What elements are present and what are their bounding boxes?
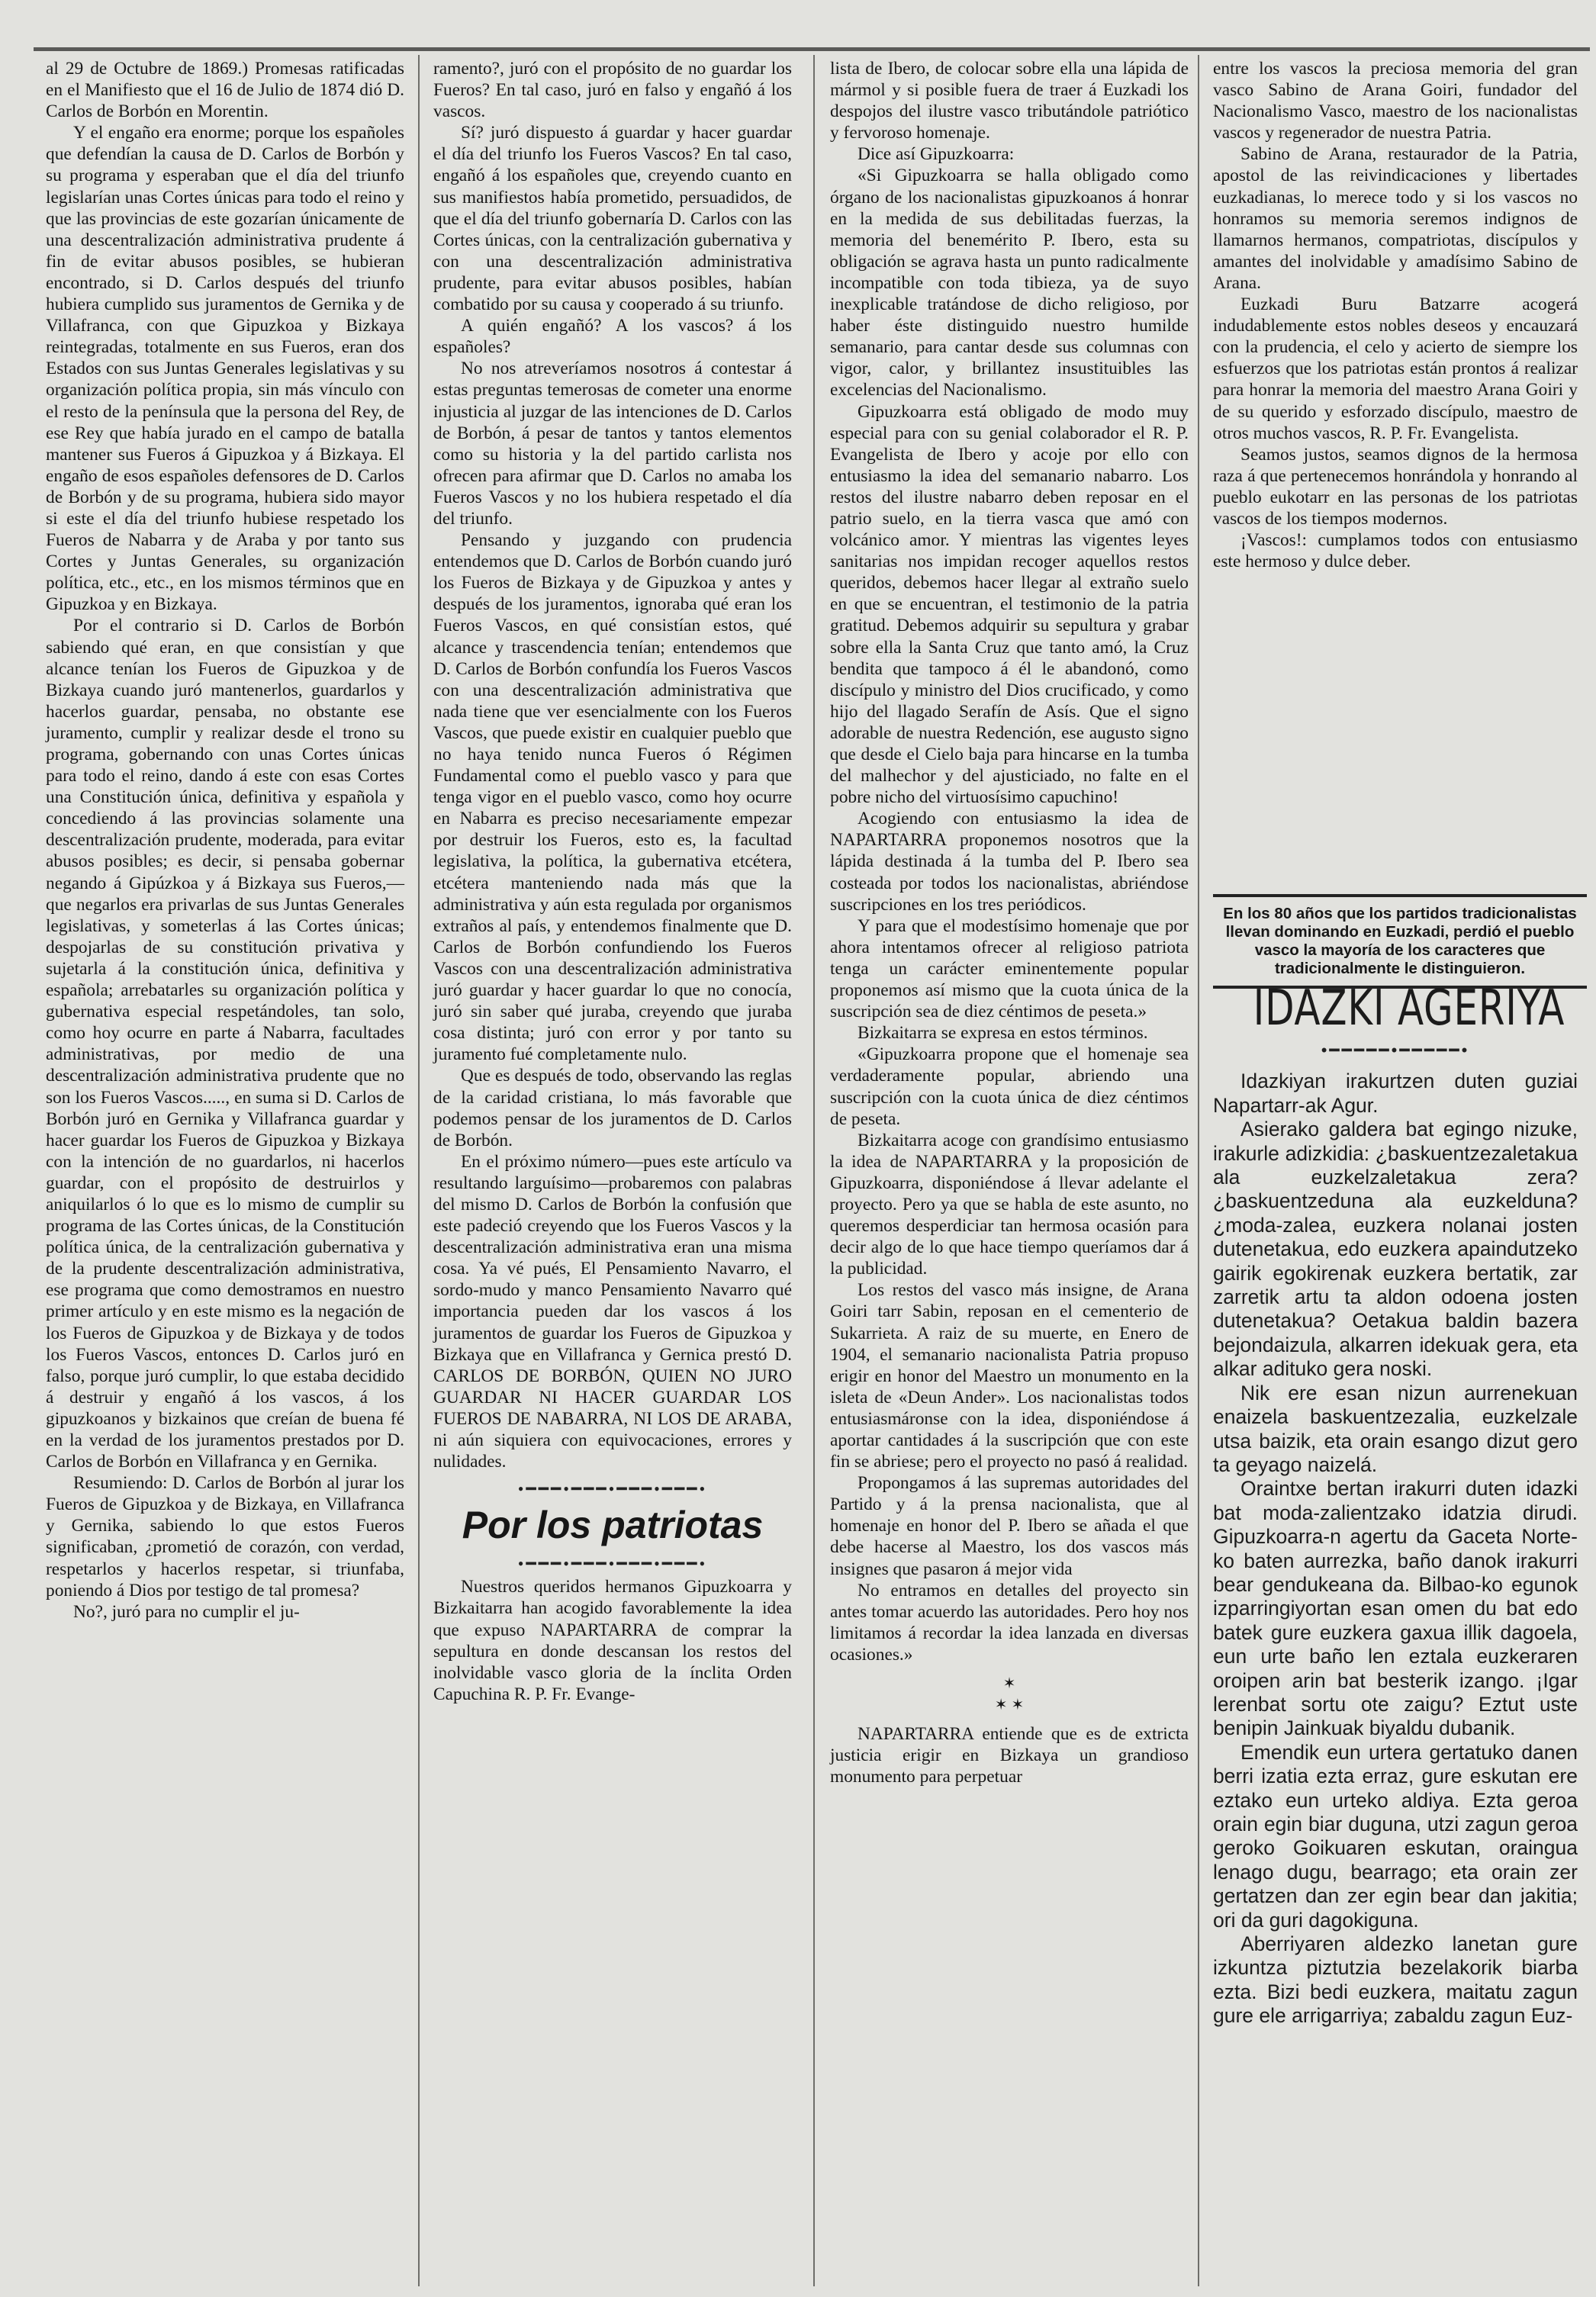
paragraph: Idazkiyan irakurtzen duten guziai Napartarr-ak Agur. [1213, 1070, 1578, 1117]
column-divider [418, 55, 420, 2286]
paragraph: al 29 de Octubre de 1869.) Promesas ratificadas en el Manifiesto que el 16 de Julio de 1874 dió D. Carlos de Borbón en Morentin. [46, 59, 404, 122]
paragraph: ¡Vascos!: cumplamos todos con entusiasmo este hermoso y dulce deber. [1213, 530, 1578, 572]
paragraph: Sí? juró dispuesto á guardar y hacer guardar el día del triunfo los Fueros Vascos? En tal caso, engañó á los españoles que, creyendo cuanto en sus manifiestos había prometido, persuadidos, de que el día del triunfo gobernaría D. Carlos con las Cortes únicas, con la centralización gubernativa y con una descentralización administrativa prudente, para evitar abusos posibles, habían combatido por su causa y cooperado á su triunfo. [433, 123, 792, 315]
paragraph: Euzkadi Buru Batzarre acogerá indudablemente estos nobles deseos y encauzará con la prudencia, el celo y acierto de siempre los esfuerzos que los patriotas están prontos á realizar para honrar la memoria del maestro Arana Goiri y de su querido y esforzado discípulo, maestro de otros muchos vascos, R. P. Fr. Evangelista. [1213, 294, 1578, 443]
paragraph: «Gipuzkoarra propone que el homenaje sea verdaderamente popular, abriendo una suscripción con la cuota única de diez céntimos de peseta. [830, 1044, 1189, 1129]
idazki-section [1213, 980, 1578, 2028]
paragraph: Propongamos á las supremas autoridades del Partido y á la prensa nacionalista, que al homenaje en honor del P. Ibero se añada el que debe hacerse al Maestro, los dos vascos más insignes que pasaron á mejor vida [830, 1473, 1189, 1579]
column-divider [1198, 55, 1199, 2286]
paragraph: Nuestros queridos hermanos Gipuzkoarra y Bizkaitarra han acogido favorablemente la idea que expuso NAPARTARRA de comprar la sepultura en donde descansan los restos del inolvidable vasco gloria de la ínclita Orden Capuchina R. P. Fr. Evange- [433, 1577, 792, 1704]
paragraph: Dice así Gipuzkoarra: [858, 144, 1015, 165]
paragraph: Bizkaitarra se expresa en estos términos. [858, 1023, 1148, 1044]
paragraph: ramento?, juró con el propósito de no guardar los Fueros? En tal caso, juró en falso y engañó á los vascos. [433, 59, 792, 122]
ornament-divider: •━━━━━•━━━━━• [1321, 1041, 1470, 1060]
paragraph: En el próximo número—pues este artículo va resultando larguísimo—probaremos con palabras del mismo D. Carlos de Borbón la confusión que este padeció creyendo que los Fueros Vascos y la descentralización administrativa eran una misma cosa. Ya vé pués, El Pensamiento Navarro, el sordo-mudo y manco Pensamiento Navarro qué importancia pueden dar los vascos á los juramentos de guardar los Fueros de Gipuzkoa y Bizkaya que en Villafranca y Gernica prestó D. CARLOS DE BORBÓN, QUIEN NO JURO GUARDAR NI HACER GUARDAR LOS FUEROS DE NABARRA, NI LOS DE ARABA, ni aún siquiera con equivocaciones, errores y nulidades. [433, 1151, 792, 1472]
paragraph: No nos atreveríamos nosotros á contestar á estas preguntas temerosas de cometer una enorme injusticia al juzgar de las intenciones de D. Carlos de Borbón, á pesar de tantos y tantos elementos como su historia y la del partido carlista nos ofrecen para afirmar que D. Carlos no amaba los Fueros Vascos y no los hubiera respetado el día del triunfo. [433, 359, 792, 529]
column-1 [46, 58, 404, 1623]
asterism-ornament: ✶ ✶ ✶ [994, 1675, 1025, 1714]
paragraph: Acogiendo con entusiasmo la idea de NAPARTARRA proponemos nosotros que la lápida destinada á la tumba del P. Ibero sea costeada por todos los nacionalistas, abriéndose suscripciones en los tres periódicos. [830, 809, 1189, 915]
paragraph: Sabino de Arana, restaurador de la Patria, apostol de las reivindicaciones y libertades euzkadianas, lo merece todo y si los vascos no honramos su memoria seremos indignos de llamarnos hermanos, compatriotas, discípulos y amantes del inolvidable y amadísimo Sabino de Arana. [1213, 144, 1578, 293]
paragraph: Pensando y juzgando con prudencia entendemos que D. Carlos de Borbón cuando juró los Fueros de Bizkaya y de Gipuzkoa y antes y después de los juramentos, ignoraba qué eran los Fueros Vascos, en qué consistían estos, qué alcance y trascendencia tenían; entendemos que D. Carlos de Borbón confundía los Fueros Vascos con una descentralización administrativa que nada tiene que ver esencialmente con los Fueros Vascos, que puede existir en cualquier pueblo que no haya tenido nunca Fueros ó Régimen Fundamental como el pueblo vasco y para que tenga vigor en el pueblo vasco, como hoy ocurre en Nabarra es preciso necesariamente empezar por destruir los Fueros, esto es, la facultad legislativa, la política, la gubernativa etcétera, etcétera manteniendo nada más que la administrativa y aún esta regulada por organismos extraños al país, y entendemos finalmente que D. Carlos de Borbón confundiendo los Fueros Vascos con una descentralización administrativa juró guardar y hacer guardar lo que no conocía, juró sin saber qué juraba, creyendo que juraba cosa distinta; juró con error y por tanto su juramento fué completamente nulo. [433, 530, 792, 1065]
column-3 [830, 58, 1189, 1788]
paragraph: Resumiendo: D. Carlos de Borbón al jurar los Fueros de Gipuzkoa y de Bizkaya, en Villafranca y Gernika, sabiendo lo que estos Fueros significaban, ¿prometió de corazón, con verdad, respetarlos y hacerlos respetar, si triunfaba, poniendo á Dios por testigo de tal promesa? [46, 1473, 404, 1601]
ornament-divider: •━━━•━━━•━━━•━━━• [517, 1554, 708, 1574]
column-4 [1213, 58, 1578, 870]
notice-box: En los 80 años que los partidos tradicionalistas llevan dominando en Euzkadi, perdió el pueblo vasco la mayoría de los caracteres que tradicionalmente le distinguieron. [1213, 894, 1587, 989]
paragraph: NAPARTARRA entiende que es de extricta justicia erigir en Bizkaya un grandioso monumento para perpetuar [830, 1724, 1189, 1787]
paragraph: Bizkaitarra acoge con grandísimo entusiasmo la idea de NAPARTARRA y la proposición de Gipuzkoarra, disponiéndose á llevar adelante el proyecto. Pero ya que se habla de este asunto, no queremos desperdiciar tan hermosa ocasión para decir algo de lo que hace tiempo queríamos dar á la publicidad. [830, 1130, 1189, 1279]
section-title: IDAZKI AGERIYA [1253, 980, 1565, 1037]
paragraph: Nik ere esan nizun aurrenekuan enaizela baskuentzezalia, euzkelzale utsa baizik, eta orain esango dizut gero ta geyago naizelá. [1213, 1381, 1578, 1476]
paragraph: Aberriyaren aldezko lanetan gure izkuntza piztutzia bezelakorik biarba ezta. Bizi bedi euzkera, maitatu zagun gure ele arrigarriya; zabaldu zagun Euz- [1213, 1932, 1578, 2028]
paragraph: Seamos justos, seamos dignos de la hermosa raza á que pertenecemos honrándola y honrando al pueblo eukotarr en las personas de los patriotas vascos de los tiempos modernos. [1213, 444, 1578, 529]
column-divider [813, 55, 815, 2286]
paragraph: Y el engaño era enorme; porque los españoles que defendían la causa de D. Carlos de Borbón y su programa y esperaban que el día del triunfo legislarían unas Cortes únicas para todo el reino y que las provincias de este gozarían únicamente de una descentralización administrativa prudente á fin de evitar abusos posibles, se hubieran encontrado, si D. Carlos después del triunfo hubiera cumplido sus juramentos de Gernika y de Villafranca, con que Gipuzkoa y Bizkaya reintegradas, totalmente en sus Fueros, eran dos Estados con sus Juntas Generales legislativas y su organización política propia, sin más vínculo con el resto de la península que la persona del Rey, de ese Rey que había jurado en el campo de batalla mantener sus Fueros á Gipuzkoa y á Bizkaya. El engaño de esos españoles defensores de D. Carlos de Borbón y de su programa, hubiera sido mayor si este el día del triunfo hubiese respetado los Fueros de Nabarra y de Araba y por tanto sus Cortes y Juntas Generales, su organización política, etc., etc., en los mismos términos que en Gipuzkoa y en Bizkaya. [46, 123, 404, 615]
paragraph: Que es después de todo, observando las reglas de la caridad cristiana, lo más favorable que podemos pensar de los juramentos de D. Carlos de Borbón. [433, 1066, 792, 1150]
paragraph: Y para que el modestísimo homenaje que por ahora intentamos ofrecer al religioso patriota tenga un carácter eminentemente popular proponemos así mismo que la cuota única de la suscripción sea de diez céntimos de peseta.» [830, 915, 1189, 1022]
paragraph: Por el contrario si D. Carlos de Borbón sabiendo qué eran, en que consistían y que alcance tenían los Fueros de Gipuzkoa y de Bizkaya cuando juró mantenerlos, guardarlos y hacerlos guardar, pensaba, no obstante ese juramento, cumplir y realizar desde el trono su programa, gobernando con unas Cortes únicas para todo el reino, dando á este con esas Cortes una Constitución única, definitiva y española y concediendo á las provincias solamente una descentralización prudente, moderada, para evitar abusos posibles; es decir, si pensaba gobernar negando á Gipúzkoa y á Bizkaya sus Fueros,—que negarlos era privarlas de sus Juntas Generales legislativas, y someterlas á las Cortes únicas; despojarlas de su constitución privativa y sujetarla á la constitución única, definitiva y española; arrebatarles su organización política y gubernativa especial respetándoles, tan solo, como hoy ocurre en parte á Nabarra, facultades administrativas, por medio de una descentralización administrativa prudente que no son los Fueros Vascos....., en suma si D. Carlos de Borbón juró en Gernika y Villafranca guardar y hacer guardar los Fueros de Gipuzkoa y Bizkaya con la intención de no guardarlos, ni hacerlos guardar, con el propósito de destruirlos y aniquilarlos ó lo que es lo mismo de cumplir su programa de las Cortes únicas, de la Constitución política única, de la centralización gubernativa y de la prudente descentralización administrativa, ese programa que como demostramos en nuestro primer artículo y en este mismo es la negación de los Fueros de Gipuzkoa y de Bizkaya y de todos los Fueros Vascos, entonces D. Carlos juró en falso, porque juró cumplir, lo que estaba decidido á destruir y engañó á los vascos, á los gipuzkoanos y bizkainos que creían de buena fé en la verdad de los juramentos prestados por D. Carlos de Borbón en Villafranca y en Gernika. [46, 616, 404, 1472]
ornament-divider: •━━━•━━━•━━━•━━━• [517, 1479, 708, 1499]
paragraph: Gipuzkoarra está obligado de modo muy especial para con su genial colaborador el R. P. Evangelista de Ibero y acoje por ello con entusiasmo la idea del semanario nabarro. Los restos del ilustre nabarro deben reposar en el patrio suelo, en la tierra vasca que amó con volcánico amor. Y mientras las vigentes leyes sanitarias nos impidan recoger aquellos restos queridos, debemos hacer llegar al extraño suelo en que se encuentran, el testimonio de la patria gratitud. Debemos adquirir su sepultura y grabar sobre ella la Santa Cruz que tanto amó, la Cruz bendita que tampoco á él le abandonó, como discípulo y ministro del Dios crucificado, y como hijo del llagado Serafín de Asís. Que el signo adorable de nuestra Redención, ese augusto signo que desde el Cielo baja para hincarse en la tumba del malhechor y del ajusticiado, no falte en el pobre nicho del virtuosísimo capuchino! [830, 401, 1189, 808]
paragraph: entre los vascos la preciosa memoria del gran vasco Sabino de Arana Goiri, fundador del Nacionalismo Vasco, maestro de los nacionalistas vascos y regenerador de nuestra Patria. [1213, 59, 1578, 143]
paragraph: No entramos en detalles del proyecto sin antes tomar acuerdo las autoridades. Pero hoy nos limitamos á recordar la idea lanzada en diversas ocasiones.» [830, 1580, 1189, 1665]
paragraph: Emendik eun urtera gertatuko danen berri izatia ezta erraz, gure eskutan ere eztako eun urteko aldiya. Ezta geroa orain egin biar duguna, utzi zagun geroa geroko Goikuaren eskutan, oraingua lenago dugu, bearrago; eta orain zer gertatzen dan zer egin bear dan jakitia; ori da guri dagokiguna. [1213, 1740, 1578, 1932]
column-2 [433, 58, 792, 1705]
section-title: Por los patriotas [462, 1504, 764, 1547]
paragraph: No?, juró para no cumplir el ju- [73, 1601, 300, 1622]
paragraph: A quién engañó? A los vascos? á los españoles? [433, 316, 792, 358]
paragraph: lista de Ibero, de colocar sobre ella una lápida de mármol y si posible fuera de traer á Euzkadi los despojos del ilustre vasco tributándole patriótico y fervoroso homenaje. [830, 59, 1189, 143]
paragraph: Los restos del vasco más insigne, de Arana Goiri tarr Sabin, reposan en el cementerio de Sukarrieta. A raiz de su muerte, en Enero de 1904, el semanario nacionalista Patria propuso erigir en honor del Maestro un monumento en la isleta de «Deun Ander». Los nacionalistas todos entusiasmáronse con la idea, disponiéndose á aportar cantidades á la suscripción que con este fin se abriese; pero el proyecto no pasó á realidad. [830, 1280, 1189, 1472]
paragraph: Oraintxe bertan irakurri duten idazki bat moda-zalientzako idatzia dirudi. Gipuzkoarra-n agertu da Gaceta Norte-ko baten aurrezka, baño danok irakurri bear gendukeana da. Bilbao-ko egunok izparringiyortan esan omen du bat edo batek gure euzkera gaxua illik dagoela, eun urte baño len eztala euzkeraren oroipen arin bat besterik izango. ¡Igar lerenbat sortu ote zaigu? Eztut uste benipin Jainkuak biyaldu dubanik. [1213, 1477, 1578, 1740]
top-rule [34, 47, 1590, 51]
paragraph: «Si Gipuzkoarra se halla obligado como órgano de los nacionalistas gipuzkoanos á honrar en la medida de sus debilitadas fuerzas, la memoria del benemérito P. Ibero, esta su obligación se agrava hasta un punto radicalmente incompatible con toda tibieza, ya de suyo inexplicable tratándose de dicho religioso, por haber éste distinguido nuestro humilde semanario, para cantar desde sus columnas con vigor, calor, y brillantez insustituibles las excelencias del Nacionalismo. [830, 166, 1189, 401]
paragraph: Asierako galdera bat egingo nizuke, irakurle adizkidia: ¿baskuentzezaletakua ala euzkelzaletakua zera? ¿baskuentzeduna ala euzkelduna? ¿moda-zalea, euzkera nolanai josten dutenetakua, edo euzkera apaindutzeko gairik egokirenak euzkera bertatik, zar zarretik artu ta aldon odoena josten dutenetakua? Oetakua baldin bazera bejondaizula, alkarren idekuak gera, eta alkar adituko gera noski. [1213, 1118, 1578, 1381]
